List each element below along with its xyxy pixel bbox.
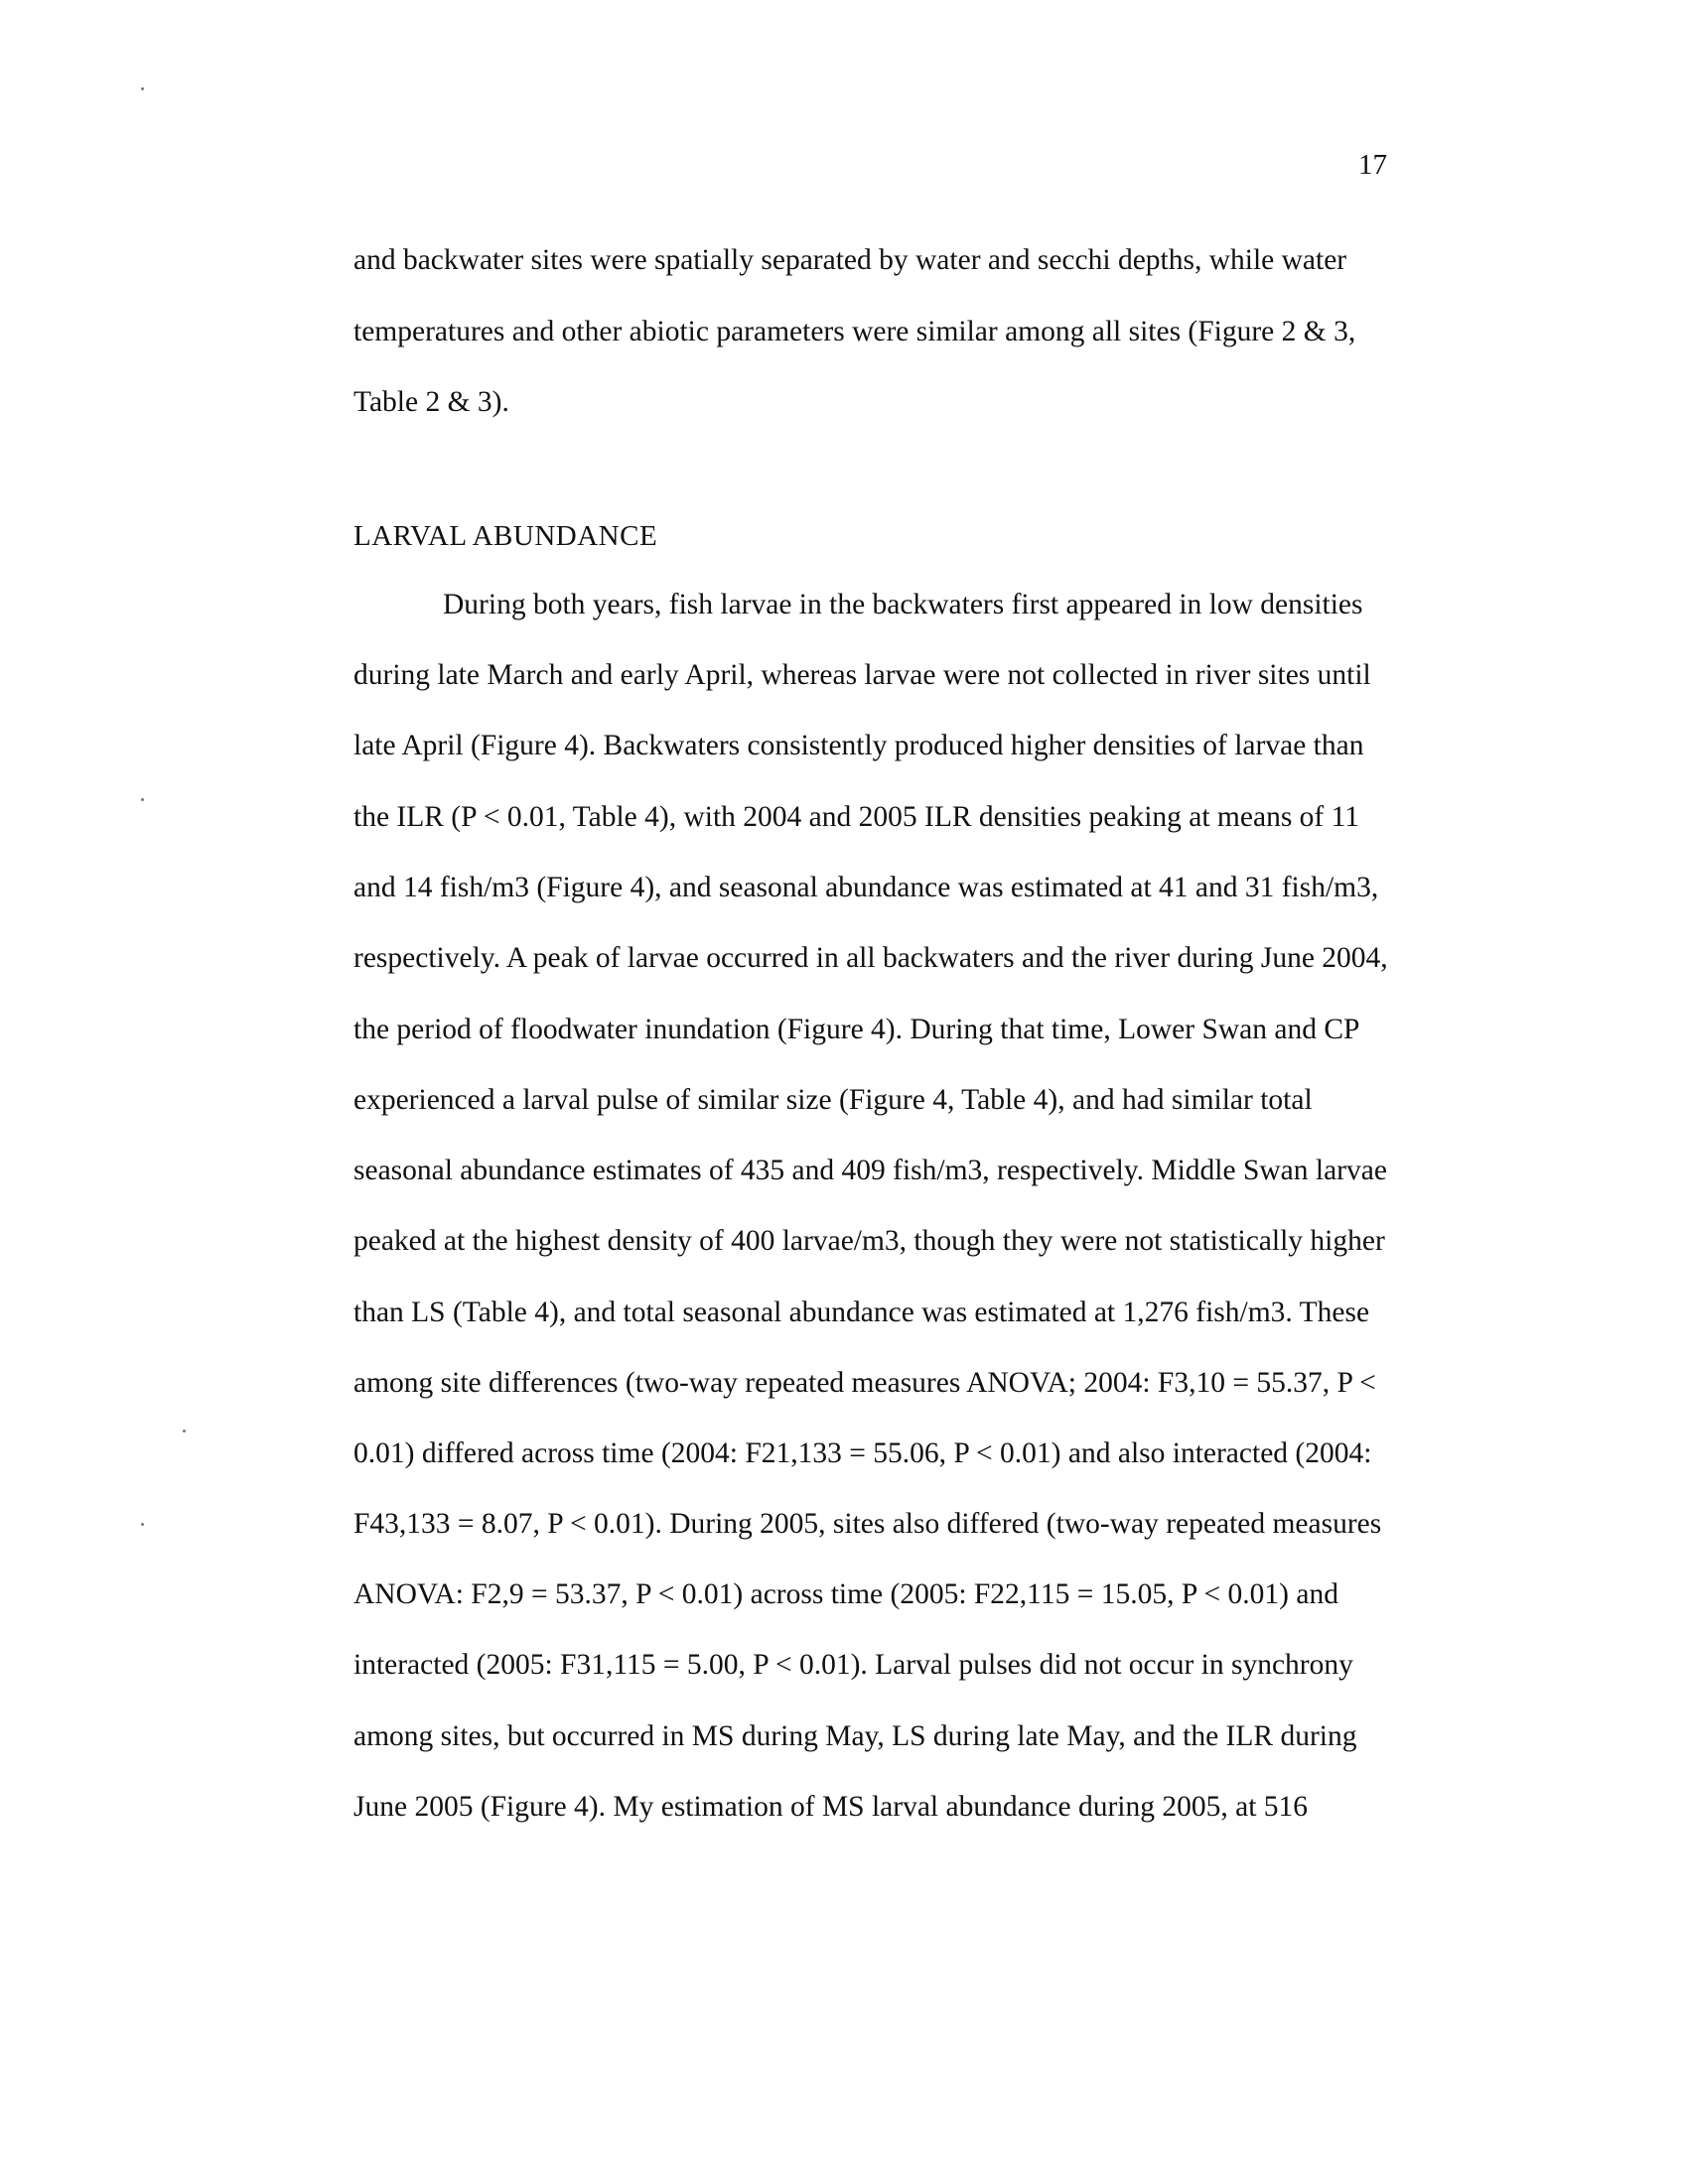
text-line: during late March and early April, whereas larvae were not collected in river sites until <box>353 659 1371 691</box>
text-line: experienced a larval pulse of similar size (Figure 4, Table 4), and had similar total <box>353 1084 1313 1116</box>
text-line: interacted (2005: F31,115 = 5.00, P < 0.01). Larval pulses did not occur in synchrony <box>353 1649 1353 1681</box>
text-line: respectively. A peak of larvae occurred in all backwaters and the river during June 2004, <box>353 942 1388 974</box>
text-line: temperatures and other abiotic parameters were similar among all sites (Figure 2 & 3, <box>353 316 1356 347</box>
text-line: June 2005 (Figure 4). My estimation of MS larval abundance during 2005, at 516 <box>353 1791 1309 1823</box>
text-line: peaked at the highest density of 400 larvae/m3, though they were not statistically higher <box>353 1225 1385 1257</box>
text-line: the ILR (P < 0.01, Table 4), with 2004 and 2005 ILR densities peaking at means of 11 <box>353 801 1360 833</box>
text-line: and 14 fish/m3 (Figure 4), and seasonal abundance was estimated at 41 and 31 fish/m3, <box>353 872 1379 903</box>
text-line: F43,133 = 8.07, P < 0.01). During 2005, sites also differed (two-way repeated measures <box>353 1508 1382 1540</box>
scan-speck <box>141 87 144 90</box>
text-line: seasonal abundance estimates of 435 and 409 fish/m3, respectively. Middle Swan larvae <box>353 1155 1387 1186</box>
text-line: and backwater sites were spatially separated by water and secchi depths, while water <box>353 244 1347 276</box>
text-line: late April (Figure 4). Backwaters consistently produced higher densities of larvae than <box>353 730 1364 761</box>
section-heading: LARVAL ABUNDANCE <box>353 520 658 552</box>
scan-speck <box>141 1523 144 1526</box>
scan-speck <box>183 1430 186 1433</box>
page-number: 17 <box>1358 149 1387 181</box>
text-line: the period of floodwater inundation (Figure 4). During that time, Lower Swan and CP <box>353 1014 1360 1045</box>
text-line: During both years, fish larvae in the backwaters first appeared in low densities <box>443 589 1363 620</box>
text-line: ANOVA: F2,9 = 53.37, P < 0.01) across time (2005: F22,115 = 15.05, P < 0.01) and <box>353 1578 1338 1610</box>
scan-speck <box>141 798 144 801</box>
text-line: than LS (Table 4), and total seasonal abundance was estimated at 1,276 fish/m3. These <box>353 1297 1370 1328</box>
text-line: among site differences (two-way repeated measures ANOVA; 2004: F3,10 = 55.37, P < <box>353 1367 1376 1399</box>
text-line: 0.01) differed across time (2004: F21,133 = 55.06, P < 0.01) and also interacted (2004: <box>353 1437 1372 1469</box>
text-line: Table 2 & 3). <box>353 386 509 418</box>
text-line: among sites, but occurred in MS during May, LS during late May, and the ILR during <box>353 1720 1357 1752</box>
